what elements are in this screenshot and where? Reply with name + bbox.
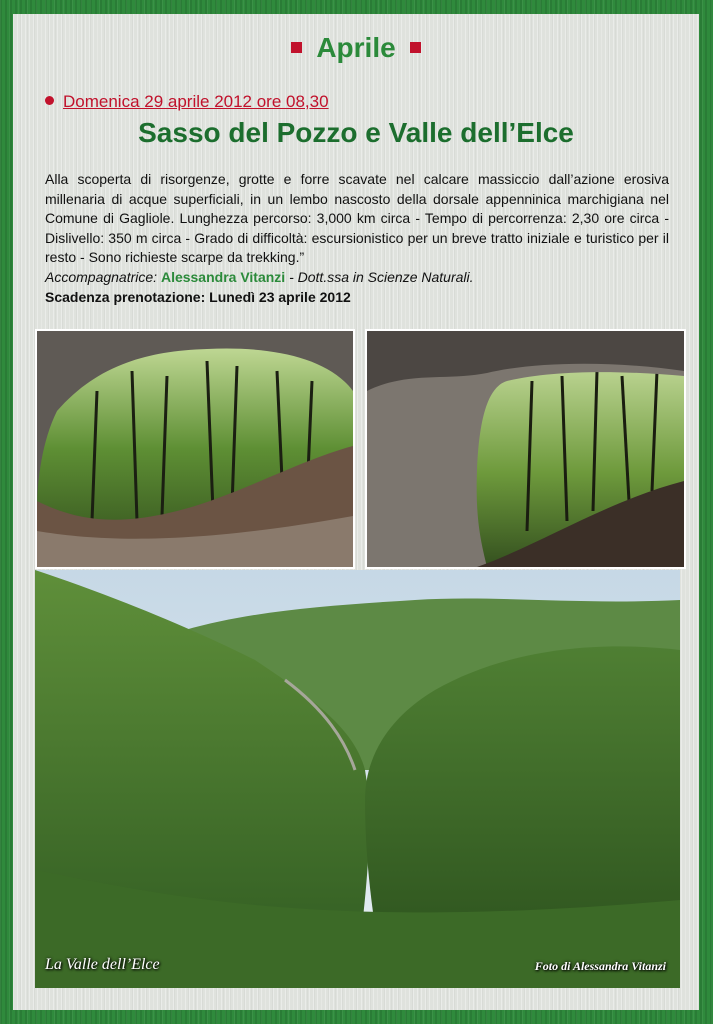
event-title: Sasso del Pozzo e Valle dell’Elce	[138, 117, 574, 148]
guide-title: - Dott.ssa in Scienze Naturali.	[285, 268, 474, 285]
cave-photo-right	[365, 329, 686, 569]
valley-caption: La Valle dell’Elce	[45, 956, 160, 973]
valley-photo	[35, 570, 680, 988]
valley-image	[35, 570, 680, 988]
photo-credit: Foto di Alessandra Vitanzi	[534, 959, 666, 973]
event-date-line	[45, 92, 329, 112]
cave-image-left	[37, 331, 353, 567]
guide-name: Alessandra Vitanzi	[160, 268, 286, 285]
event-page	[13, 14, 699, 1010]
event-description: Alla scoperta di risorgenze, grotte e forre scavate nel calcare massiccio dall’azione erosiva millenaria di acque superficiali, in un lembo nascosto della dorsale appenninica marchigiana nel Comune di Gagliole. Lunghezza percorso: 3,000 km circa - Tempo di percorrenza: 2,30 ore circa - Dislivello: 350 m circa - Grado di difficoltà: escursionistico per un breve tratto iniziale e turistico per il resto - Sono richieste scarpe da trekking.”	[45, 171, 669, 266]
booking-deadline: Scadenza prenotazione: Lunedì 23 aprile 2012	[45, 288, 351, 305]
month-label: Aprile	[316, 32, 396, 63]
guide-line	[45, 268, 669, 288]
event-date: Domenica 29 aprile 2012 ore 08,30	[63, 92, 329, 111]
red-square-bullet	[410, 42, 421, 53]
red-dot-bullet	[45, 96, 54, 105]
event-description-block	[45, 170, 669, 307]
cave-photo-left	[35, 329, 355, 569]
red-square-bullet	[291, 42, 302, 53]
cave-image-right	[367, 331, 684, 567]
guide-label: Accompagnatrice:	[45, 268, 158, 285]
month-heading	[13, 32, 699, 64]
